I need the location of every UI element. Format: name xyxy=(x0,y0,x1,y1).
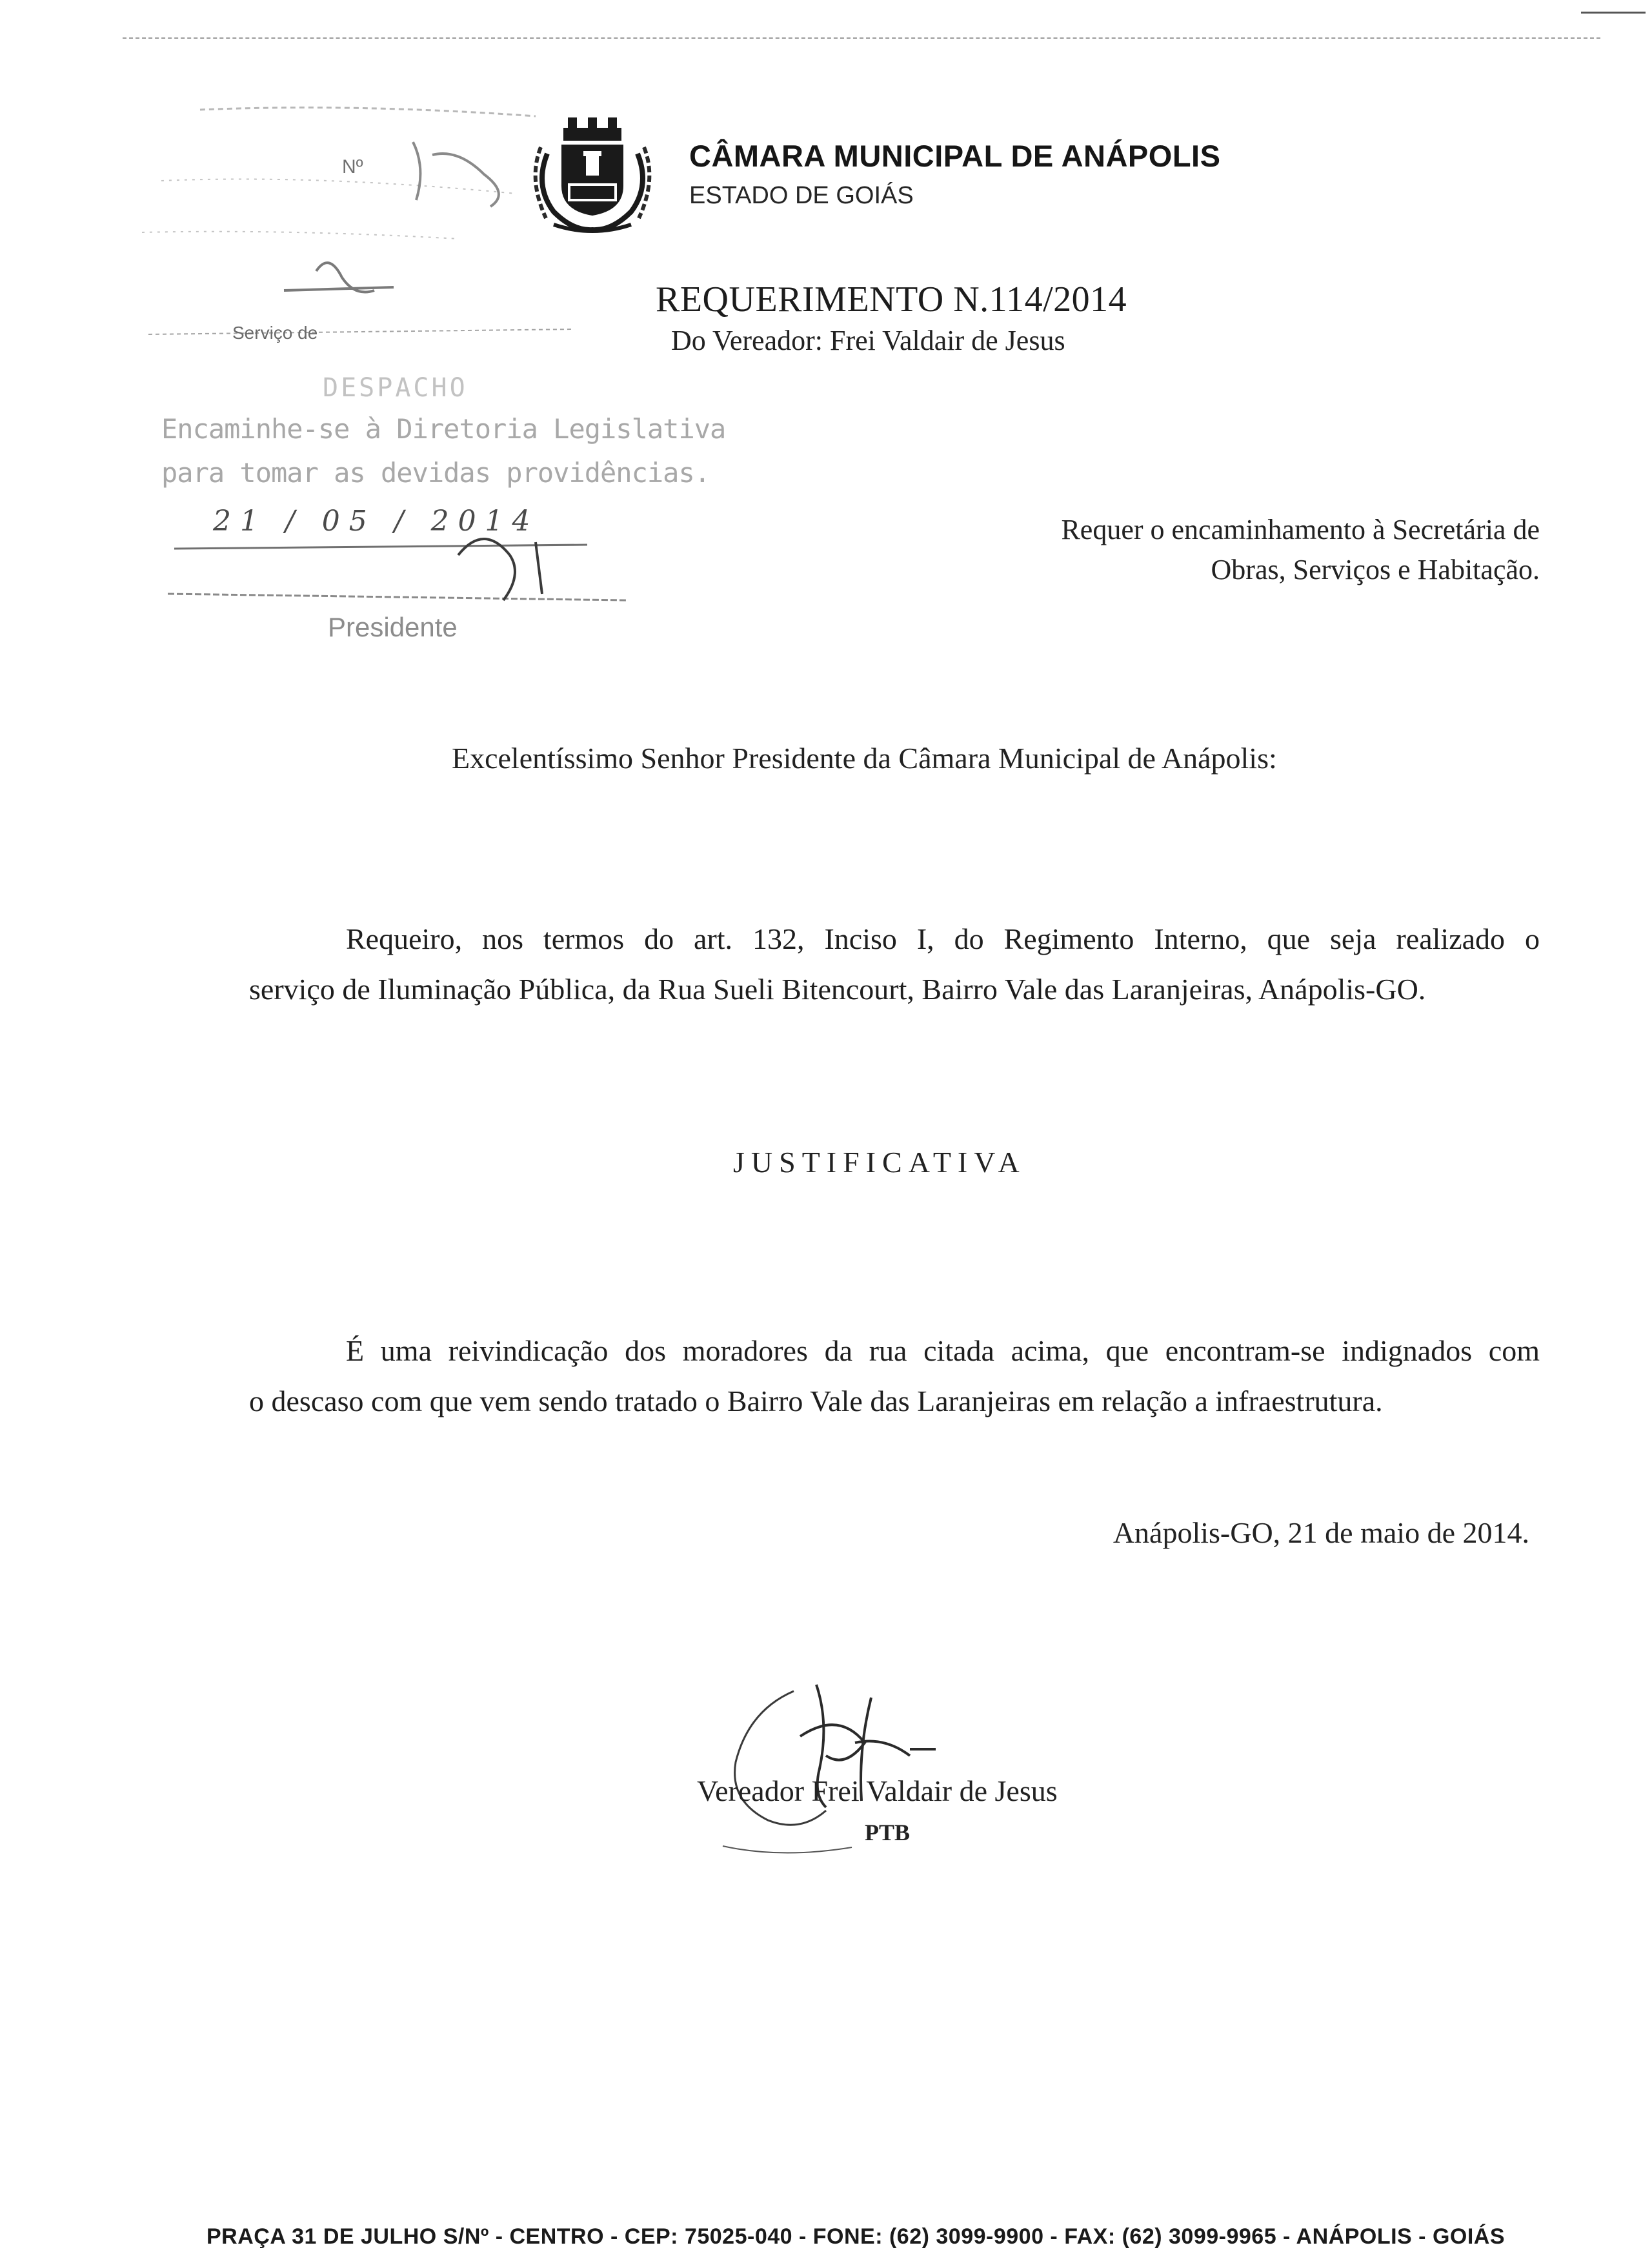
request-author: Do Vereador: Frei Valdair de Jesus xyxy=(671,325,1065,356)
stamp-dispatch-title: DESPACHO xyxy=(323,373,468,403)
handwritten-signature xyxy=(697,1672,1000,1859)
top-scan-mark xyxy=(1581,12,1646,14)
summary-line1: Requer o encaminhamento à Secretária de xyxy=(1061,514,1540,545)
request-summary xyxy=(1061,510,1540,590)
paragraph1-line2: serviço de Iluminação Pública, da Rua Sueli Bitencourt, Bairro Vale das Laranjeiras, Anápolis-GO. xyxy=(249,973,1426,1006)
top-scan-rule xyxy=(123,37,1600,39)
paragraph2-line2: o descaso com que vem sendo tratado o Bairro Vale das Laranjeiras em relação a infraestrutura. xyxy=(249,1385,1383,1417)
stamp-dispatch-line1: Encaminhe-se à Diretoria Legislativa xyxy=(161,413,726,445)
signer-name: Vereador Frei Valdair de Jesus xyxy=(697,1774,1058,1807)
paragraph1-line1: Requeiro, nos termos do art. 132, Inciso I, do Regimento Interno, que seja realizado o xyxy=(346,922,1540,955)
justification-heading: JUSTIFICATIVA xyxy=(733,1146,1026,1179)
stamp-service-label: Serviço de xyxy=(232,323,318,343)
stamp-signer-title: Presidente xyxy=(328,612,458,642)
org-state: ESTADO DE GOIÁS xyxy=(689,182,914,209)
paragraph2-line1: É uma reivindicação dos moradores da rua citada acima, que encontram-se indignados com xyxy=(346,1334,1540,1367)
stamp-handwritten-date: 21 / 05 / 2014 xyxy=(213,505,539,538)
stamp-dispatch-line2: para tomar as devidas providências. xyxy=(161,457,710,489)
coat-of-arms-icon xyxy=(528,108,657,238)
signer-party: PTB xyxy=(865,1820,911,1845)
place-date: Anápolis-GO, 21 de maio de 2014. xyxy=(1113,1516,1529,1549)
footer-address: PRAÇA 31 DE JULHO S/Nº - CENTRO - CEP: 75025-040 - FONE: (62) 3099-9900 - FAX: (62) 3099-9965 - ANÁPOLIS - GOIÁS xyxy=(206,2224,1506,2249)
justification-paragraph xyxy=(249,1326,1540,1426)
summary-line2: Obras, Serviços e Habitação. xyxy=(1211,554,1540,585)
salutation: Excelentíssimo Senhor Presidente da Câmara Municipal de Anápolis: xyxy=(452,742,1277,775)
request-title: REQUERIMENTO N.114/2014 xyxy=(656,279,1127,320)
org-name: CÂMARA MUNICIPAL DE ANÁPOLIS xyxy=(689,139,1221,173)
request-paragraph xyxy=(249,914,1540,1015)
stamp-number-label: Nº xyxy=(342,156,363,178)
